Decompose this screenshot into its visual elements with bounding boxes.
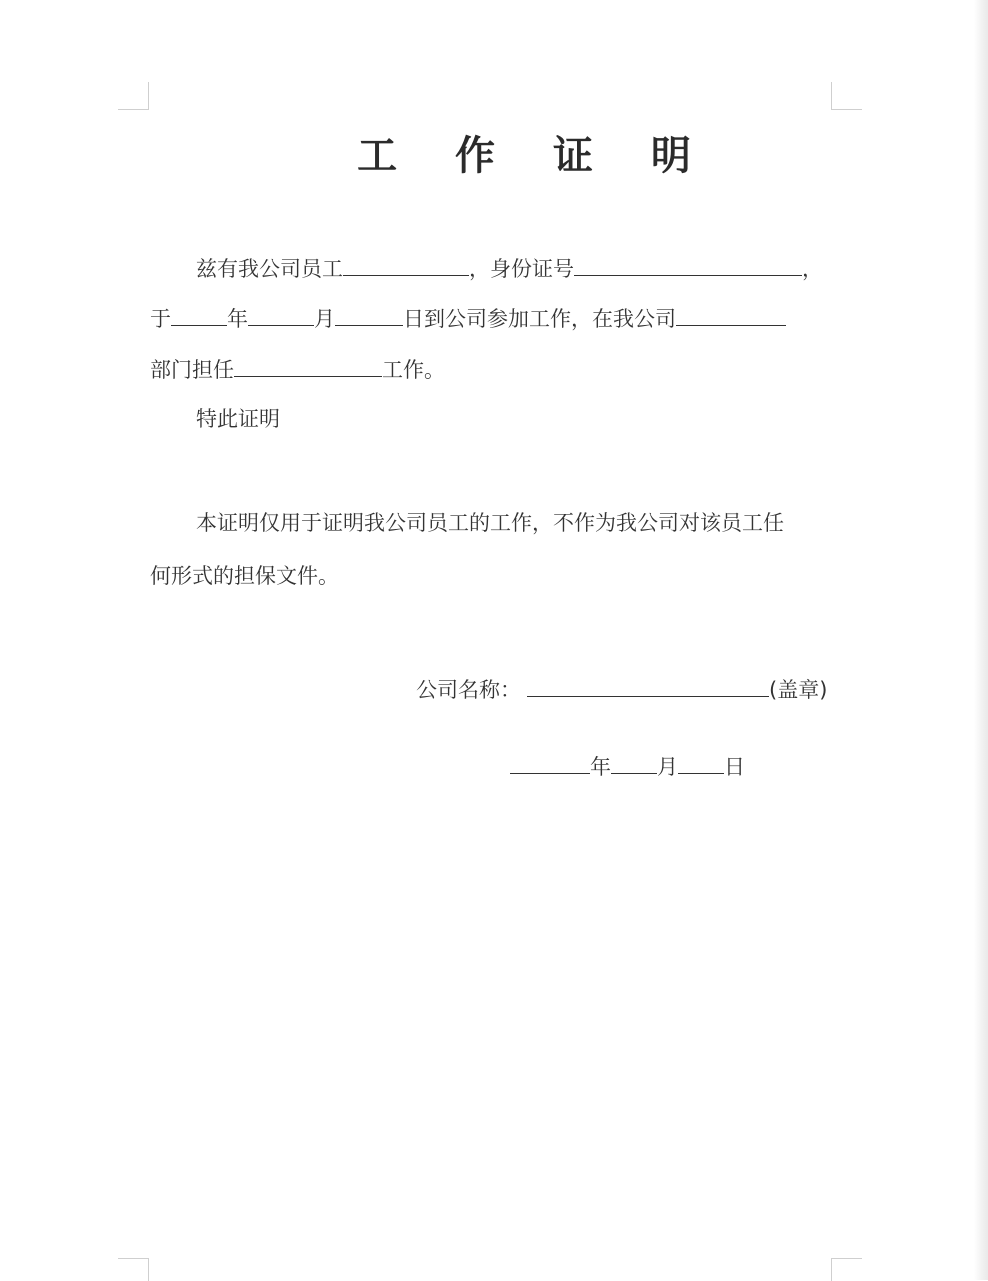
joined-text: 日到公司参加工作，在我公司 — [403, 307, 676, 331]
start-year-blank[interactable] — [171, 303, 227, 326]
page-edge-shadow — [974, 0, 988, 1280]
department-position-label: 部门担任 — [150, 358, 234, 382]
document-title: 工 作 证 明 — [357, 133, 713, 179]
employee-label: 兹有我公司员工 — [196, 257, 343, 281]
crop-mark-top-right — [831, 82, 862, 110]
stamp-label: (盖章) — [769, 678, 828, 702]
work-text: 工作。 — [382, 358, 445, 382]
sign-year-blank[interactable] — [510, 751, 590, 774]
disclaimer-line1: 本证明仅用于证明我公司员工的工作，不作为我公司对该员工任 — [196, 511, 784, 535]
crop-mark-bottom-left — [118, 1258, 149, 1281]
sign-month-label: 月 — [657, 755, 678, 779]
crop-mark-bottom-right — [831, 1258, 862, 1281]
sign-day-blank[interactable] — [678, 751, 724, 774]
start-month-blank[interactable] — [248, 303, 314, 326]
crop-mark-top-left — [118, 82, 149, 110]
signature-date-line — [510, 751, 745, 782]
company-name-blank[interactable] — [527, 674, 769, 697]
id-number-label: ，身份证号 — [469, 257, 574, 281]
company-signature-line — [416, 674, 827, 705]
department-blank[interactable] — [676, 303, 786, 326]
certify-statement: 特此证明 — [196, 407, 280, 431]
id-number-blank[interactable] — [574, 253, 802, 276]
comma-text: ， — [802, 257, 823, 281]
sign-day-label: 日 — [724, 755, 745, 779]
disclaimer-line2: 何形式的担保文件。 — [150, 564, 339, 588]
paragraph1-line1 — [150, 253, 823, 284]
employee-name-blank[interactable] — [343, 253, 469, 276]
from-label: 于 — [150, 307, 171, 331]
paragraph1-line3 — [150, 354, 445, 385]
company-name-label: 公司名称： — [416, 678, 521, 702]
sign-month-blank[interactable] — [611, 751, 657, 774]
sign-year-label: 年 — [590, 755, 611, 779]
month-label: 月 — [314, 307, 335, 331]
paragraph1-line2 — [150, 303, 786, 334]
start-day-blank[interactable] — [335, 303, 403, 326]
year-label: 年 — [227, 307, 248, 331]
position-blank[interactable] — [234, 354, 382, 377]
